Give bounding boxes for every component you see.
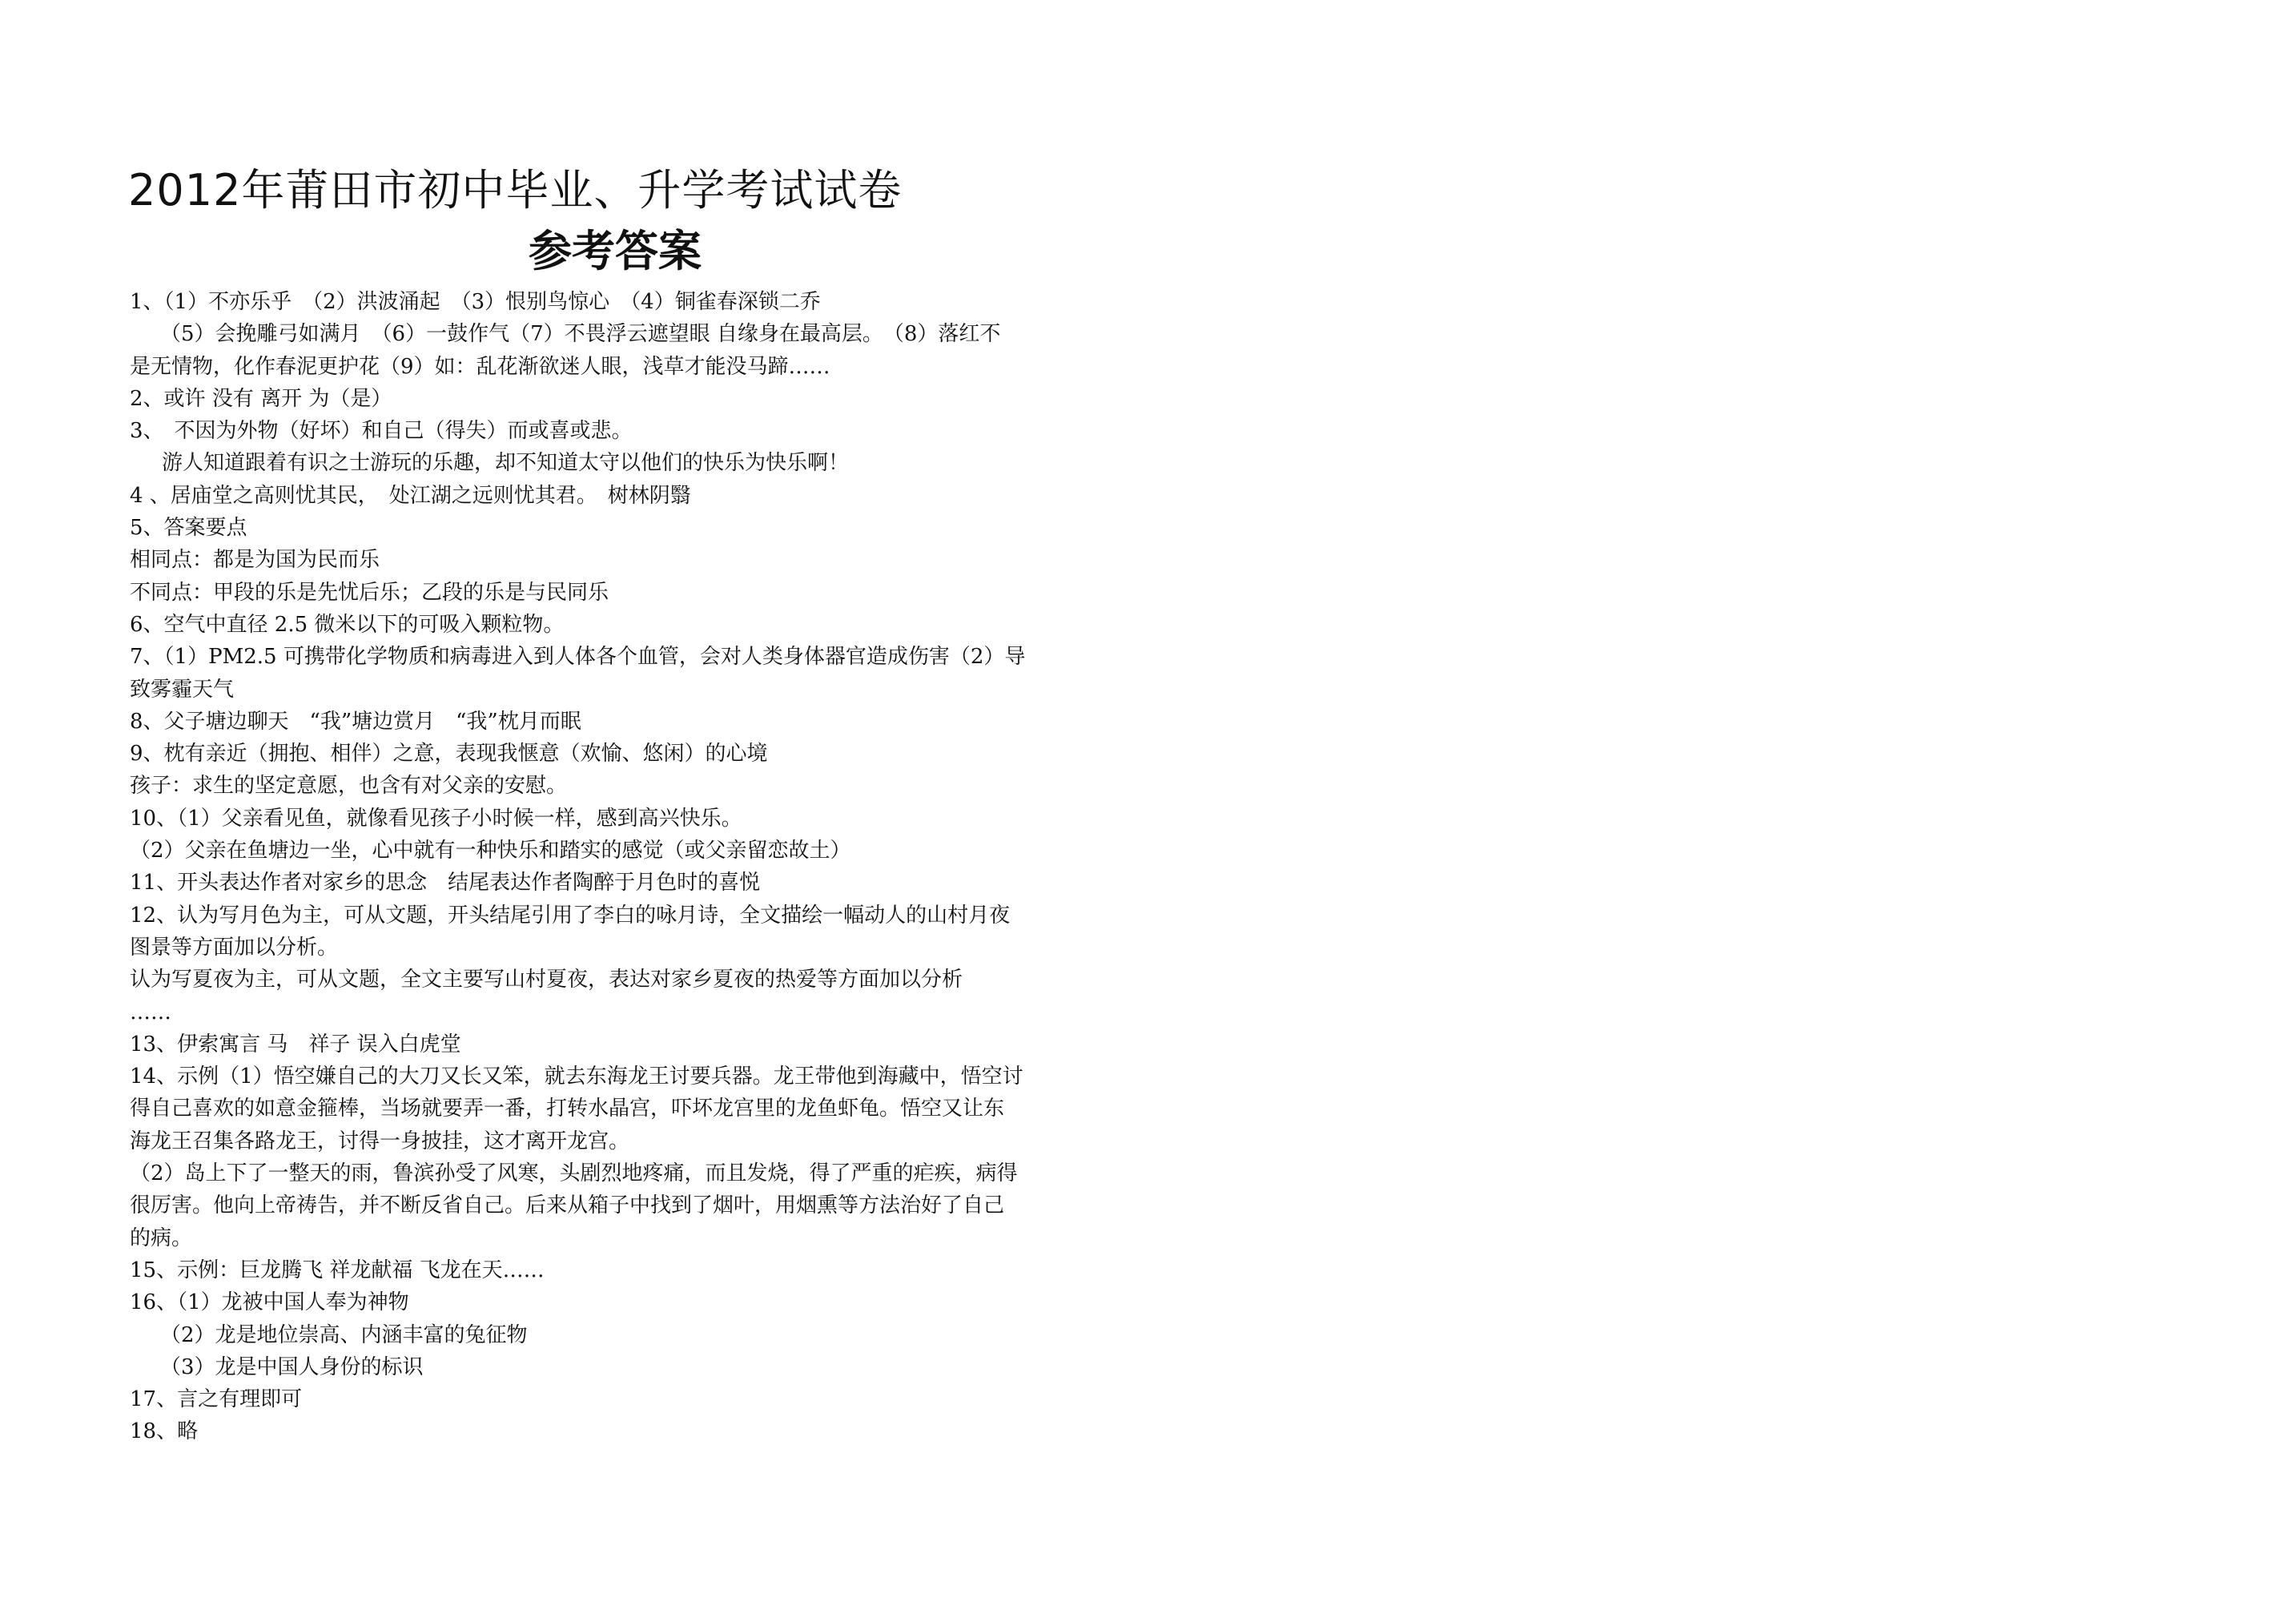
answer-line-q16c: （3）龙是中国人身份的标识	[160, 1354, 424, 1379]
answer-line-q1a: 1、（1）不亦乐乎 （2）洪波涌起 （3）恨别鸟惊心 （4）铜雀春深锁二乔	[130, 290, 821, 314]
answer-line-q9a: 9、枕有亲近（拥抱、相伴）之意，表现我惬意（欢愉、悠闲）的心境	[130, 742, 768, 767]
answer-line-q6: 6、空气中直径 2.5 微米以下的可吸入颗粒物。	[130, 612, 565, 637]
answer-line-q17: 17、言之有理即可	[130, 1387, 303, 1412]
answer-line-q9b: 孩子：求生的坚定意愿，也含有对父亲的安慰。	[130, 774, 568, 799]
answer-line-q13: 13、伊索寓言 马 祥子 误入白虎堂	[130, 1032, 461, 1057]
answer-line-q8: 8、父子塘边聊天 “我”塘边赏月 “我”枕月而眠	[130, 709, 581, 734]
answer-line-q14f: 的病。	[130, 1226, 193, 1250]
answer-list	[130, 286, 1123, 1448]
answer-line-q7b: 致雾霾天气	[130, 677, 235, 702]
answer-line-q5a: 5、答案要点	[130, 516, 247, 541]
answer-line-q1b: （5）会挽雕弓如满月 （6）一鼓作气（7）不畏浮云遮望眼 自缘身在最高层。 （8）落红不	[160, 322, 1001, 347]
answer-line-q12d: ……	[130, 1000, 171, 1024]
answer-line-q15: 15、示例：巨龙腾飞 祥龙献福 飞龙在天……	[130, 1258, 545, 1282]
answer-line-q2: 2、或许 没有 离开 为（是）	[130, 386, 392, 411]
answer-line-q12a: 12、认为写月色为主，可从文题，开头结尾引用了李白的咏月诗，全文描绘一幅动人的山村月夜	[130, 903, 1011, 928]
answer-line-q3b: 游人知道跟着有识之士游玩的乐趣，却不知道太守以他们的快乐为快乐啊！	[162, 451, 850, 476]
answer-line-q7a: 7、（1）PM2.5 可携带化学物质和病毒进入到人体各个血管，会对人类身体器官造成伤害（2）导	[130, 645, 1026, 670]
answer-line-q12c: 认为写夏夜为主，可从文题，全文主要写山村夏夜，表达对家乡夏夜的热爱等方面加以分析	[130, 968, 963, 992]
document-title: 2012年莆田市初中毕业、升学考试试卷	[128, 165, 903, 215]
answer-line-q14a: 14、示例（1）悟空嫌自己的大刀又长又笨，就去东海龙王讨要兵器。龙王带他到海藏中，悟空讨	[130, 1065, 1023, 1089]
answer-line-q11: 11、开头表达作者对家乡的思念 结尾表达作者陶醉于月色时的喜悦	[130, 871, 761, 896]
answer-line-q14e: 很厉害。他向上帝祷告，并不断反省自己。后来从箱子中找到了烟叶，用烟熏等方法治好了自己	[130, 1193, 1005, 1218]
answer-line-q1c: 是无情物，化作春泥更护花（9）如：乱花渐欲迷人眼，浅草才能没马蹄……	[130, 354, 830, 379]
answer-line-q14d: （2）岛上下了一整天的雨，鲁滨孙受了风寒，头剧烈地疼痛，而且发烧，得了严重的疟疾，病得	[130, 1161, 1018, 1186]
answer-line-q14c: 海龙王召集各路龙王，讨得一身披挂，这才离开龙宫。	[130, 1129, 630, 1153]
answer-line-q14b: 得自己喜欢的如意金箍棒，当场就要弄一番，打转水晶宫，吓坏龙宫里的龙鱼虾龟。悟空又让东	[130, 1097, 1005, 1121]
document-subtitle: 参考答案	[529, 226, 702, 276]
answer-line-q10a: 10、（1）父亲看见鱼，就像看见孩子小时候一样，感到高兴快乐。	[130, 806, 742, 831]
answer-line-q10b: （2）父亲在鱼塘边一坐，心中就有一种快乐和踏实的感觉（或父亲留恋故土）	[130, 839, 851, 863]
answer-line-q18: 18、略	[130, 1419, 199, 1444]
answer-line-q5c: 不同点：甲段的乐是先忧后乐；乙段的乐是与民同乐	[130, 580, 609, 605]
answer-line-q16b: （2）龙是地位崇高、内涵丰富的兔征物	[160, 1322, 528, 1347]
answer-line-q12b: 图景等方面加以分析。	[130, 935, 339, 960]
answer-line-q3a: 3、 不因为外物（好坏）和自己（得失）而或喜或悲。	[130, 419, 633, 444]
title-block	[128, 160, 1137, 282]
answer-line-q16a: 16、（1）龙被中国人奉为神物	[130, 1290, 409, 1315]
answer-line-q5b: 相同点：都是为国为民而乐	[130, 548, 380, 573]
answer-line-q4: 4 、居庙堂之高则忧其民， 处江湖之远则忧其君。 树林阴翳	[130, 483, 691, 508]
